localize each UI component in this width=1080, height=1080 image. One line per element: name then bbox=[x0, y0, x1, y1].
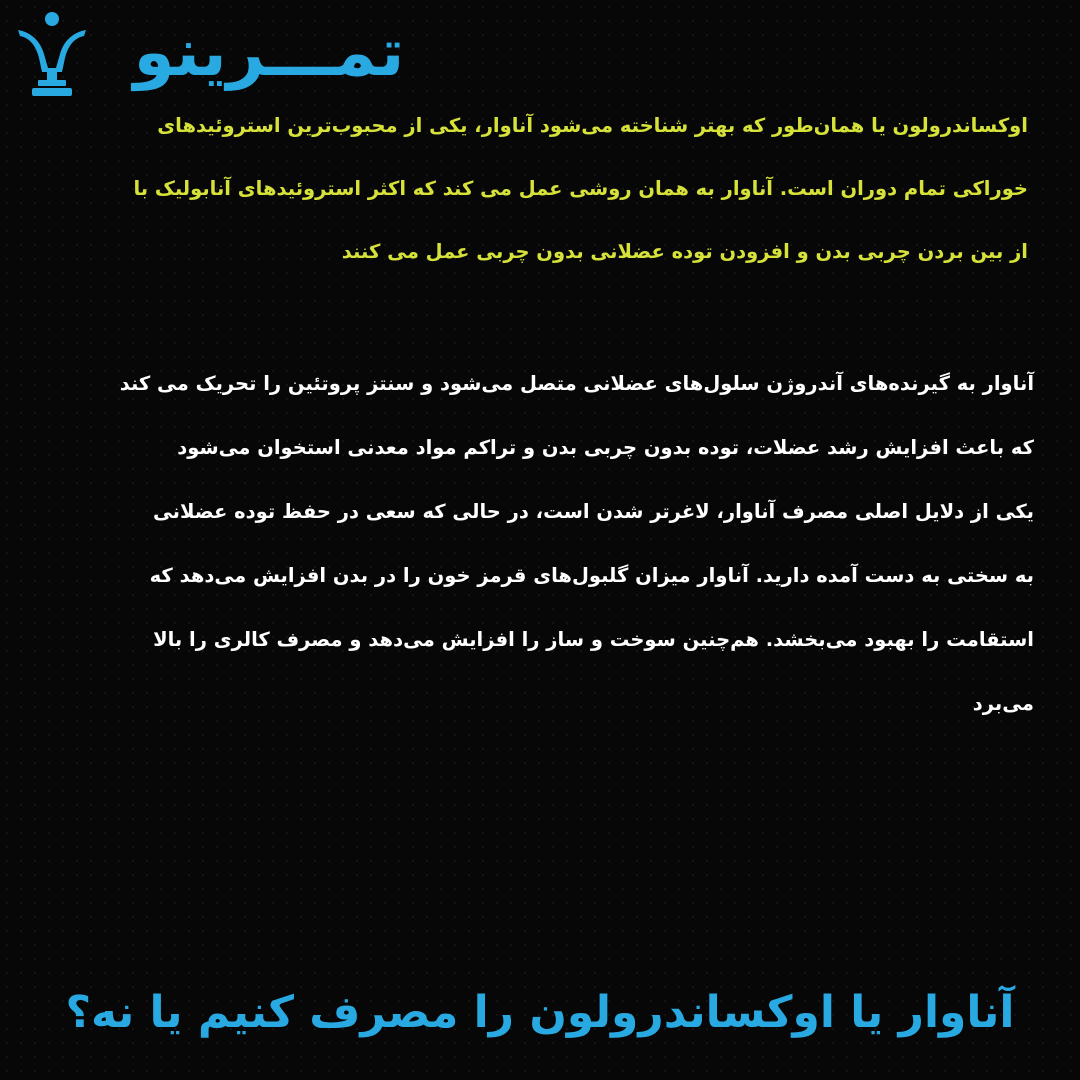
footer-title: آناوار یا اوکساندرولون را مصرف کنیم یا نه؟ bbox=[65, 987, 1015, 1038]
body-line: که باعث افزایش رشد عضلات، توده بدون چربی بدن و تراکم مواد معدنی استخوان می‌شود bbox=[177, 436, 1034, 459]
body-line: استقامت را بهبود می‌بخشد. هم‌چنین سوخت و ساز را افزایش می‌دهد و مصرف کالری را بالا bbox=[153, 628, 1034, 651]
body-line: می‌برد bbox=[972, 692, 1034, 715]
brand-logo bbox=[14, 10, 444, 102]
intro-line: خوراکی تمام دوران است. آناوار به همان روشی عمل می کند که اکثر استروئیدهای آنابولیک با bbox=[133, 177, 1028, 200]
intro-line: از بین بردن چربی بدن و افزودن توده عضلانی بدون چربی عمل می کنند bbox=[341, 240, 1028, 263]
body-paragraph bbox=[34, 352, 1034, 736]
body-line: یکی از دلایل اصلی مصرف آناوار، لاغرتر شدن است، در حالی که سعی در حفظ توده عضلانی bbox=[152, 500, 1034, 523]
intro-paragraph bbox=[38, 94, 1028, 283]
brand-name: تمـــرینو bbox=[133, 14, 405, 91]
intro-line: اوکساندرولون یا همان‌طور که بهتر شناخته می‌شود آناوار، یکی از محبوب‌ترین استروئیدهای bbox=[157, 114, 1028, 137]
trophy-cup-icon bbox=[14, 10, 90, 100]
body-line: آناوار به گیرنده‌های آندروژن سلول‌های عضلانی متصل می‌شود و سنتز پروتئین را تحریک می کند bbox=[119, 372, 1034, 395]
body-line: به سختی به دست آمده دارید. آناوار میزان گلبول‌های قرمز خون را در بدن افزایش می‌دهد که bbox=[149, 564, 1034, 587]
